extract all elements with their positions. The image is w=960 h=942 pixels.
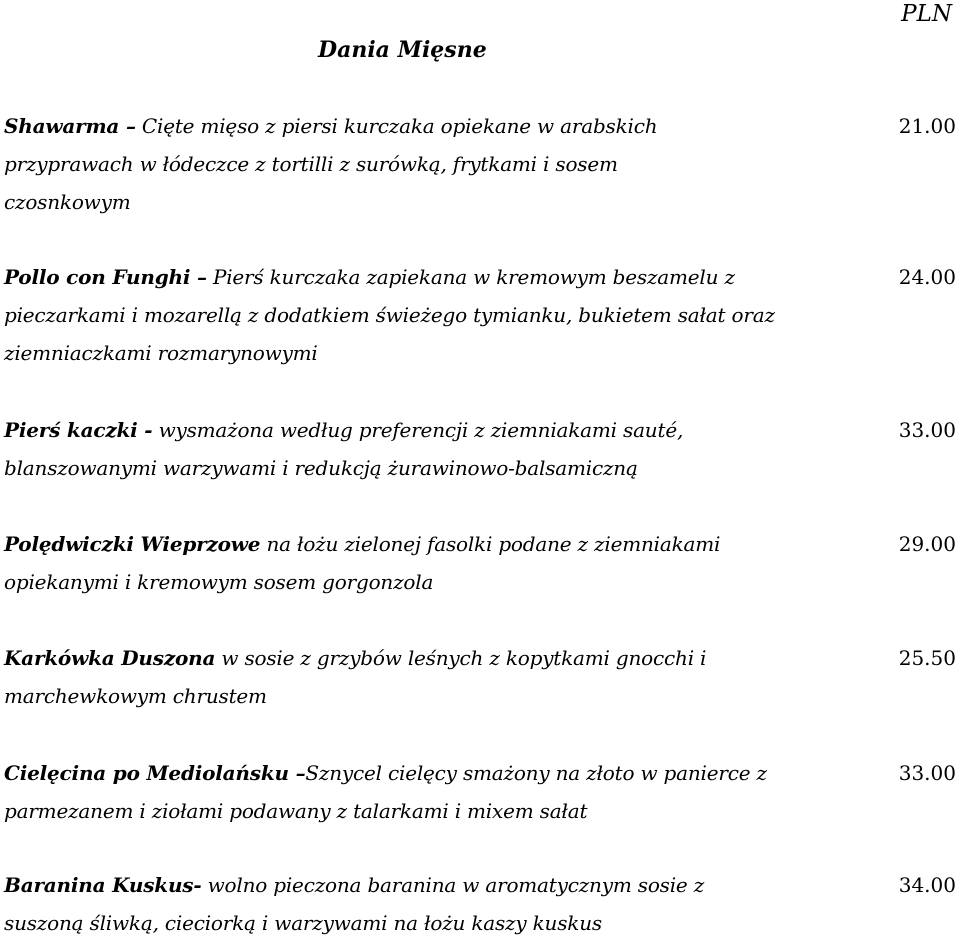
menu-item-description: Cięte mięso z piersi kurczaka opiekane w arabskich przyprawach w łódeczce z tortilli z surówką, frytkami i sosem czosnkowym <box>4 114 658 214</box>
menu-item-text <box>4 866 764 942</box>
menu-item <box>4 525 960 601</box>
menu-item-name: Baranina Kuskus- <box>4 873 202 897</box>
menu-item-text <box>4 258 784 372</box>
menu-item-description: Sznycel cielęcy smażony na złoto w panierce z parmezanem i ziołami podawany z talarkami i mixem sałat <box>4 761 767 823</box>
currency-label: PLN <box>901 1 952 27</box>
menu-item-text <box>4 639 744 715</box>
menu-item <box>4 639 960 715</box>
menu-item-price: 33.00 <box>898 418 956 442</box>
menu-item-price: 34.00 <box>898 873 956 897</box>
menu-item-description: na łożu zielonej fasolki podane z ziemniakami opiekanymi i kremowym sosem gorgonzola <box>4 532 721 594</box>
menu-item-text <box>4 754 794 830</box>
menu-item-description: wysmażona według preferencji z ziemniakami sauté, blanszowanymi warzywami i redukcją żurawinowo-balsamiczną <box>4 418 684 480</box>
menu-item-name: Polędwiczki Wieprzowe <box>4 532 261 556</box>
menu-item-price: 29.00 <box>898 532 956 556</box>
menu-item-price: 25.50 <box>898 646 956 670</box>
menu-item-name: Pollo con Funghi – <box>4 265 207 289</box>
menu-item-text <box>4 107 684 221</box>
menu-item-price: 24.00 <box>898 265 956 289</box>
menu-item-price: 21.00 <box>898 114 956 138</box>
menu-item-name: Cielęcina po Mediolańsku – <box>4 761 306 785</box>
menu-item-description: wolno pieczona baranina w aromatycznym sosie z suszoną śliwką, cieciorką i warzywami na łożu kaszy kuskus <box>4 873 705 935</box>
menu-item-price: 33.00 <box>898 761 956 785</box>
menu-item-description: Pierś kurczaka zapiekana w kremowym beszamelu z pieczarkami i mozarellą z dodatkiem świeżego tymianku, bukietem sałat oraz ziemniaczkami rozmarynowymi <box>4 265 775 365</box>
section-title: Dania Mięsne <box>318 37 487 63</box>
menu-item <box>4 411 960 487</box>
menu-item <box>4 866 960 942</box>
menu-item-name: Shawarma – <box>4 114 136 138</box>
menu-item-text <box>4 525 764 601</box>
menu-item-name: Karkówka Duszona <box>4 646 216 670</box>
menu-item-name: Pierś kaczki - <box>4 418 153 442</box>
menu-item <box>4 258 960 372</box>
menu-item <box>4 754 960 830</box>
menu-item <box>4 107 960 221</box>
menu-item-description: w sosie z grzybów leśnych z kopytkami gnocchi i marchewkowym chrustem <box>4 646 707 708</box>
menu-item-text <box>4 411 724 487</box>
